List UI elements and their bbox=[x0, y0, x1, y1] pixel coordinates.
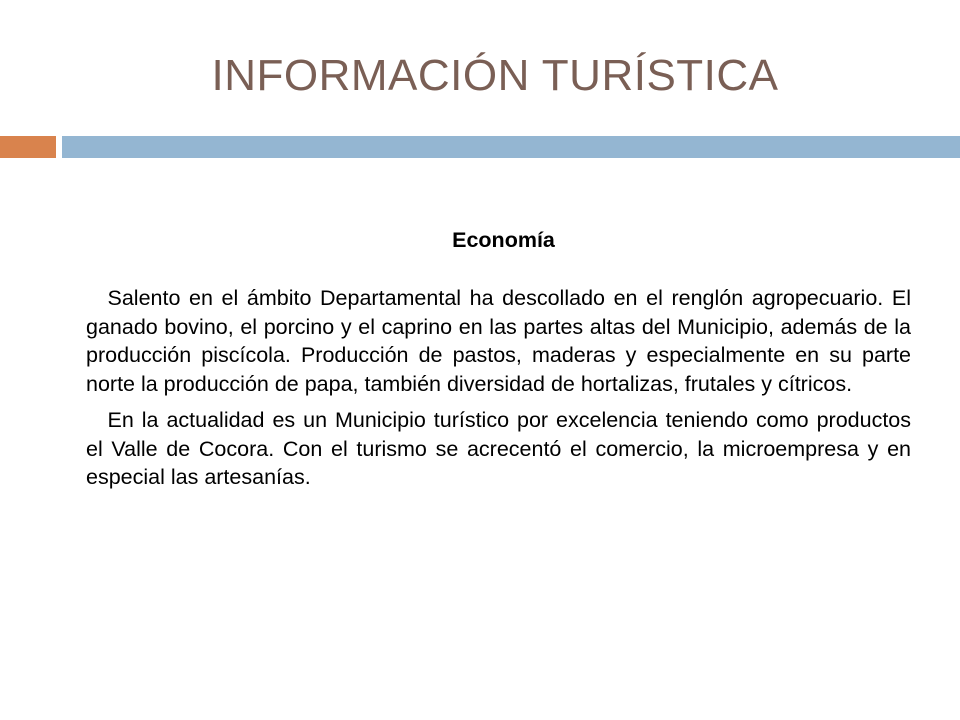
section-heading: Economía bbox=[452, 228, 555, 252]
slide-title: INFORMACIÓN TURÍSTICA bbox=[211, 51, 779, 100]
title-accent-bar bbox=[0, 136, 56, 158]
body-paragraph: Salento en el ámbito Departamental ha descollado en el renglón agropecuario. El ganado bovino, el porcino y el caprino en las partes altas del Municipio, además de la producción piscícola. Producción de pastos, maderas y especialmente en su parte norte la producción de papa, también diversidad de hortalizas, frutales y cítricos. bbox=[86, 286, 911, 396]
slide-body bbox=[86, 226, 911, 500]
title-rule-bar bbox=[62, 136, 960, 158]
body-paragraph: En la actualidad es un Municipio turístico por excelencia teniendo como productos el Valle de Cocora. Con el turismo se acrecentó el comercio, la microempresa y en especial las artesanías. bbox=[86, 408, 911, 489]
